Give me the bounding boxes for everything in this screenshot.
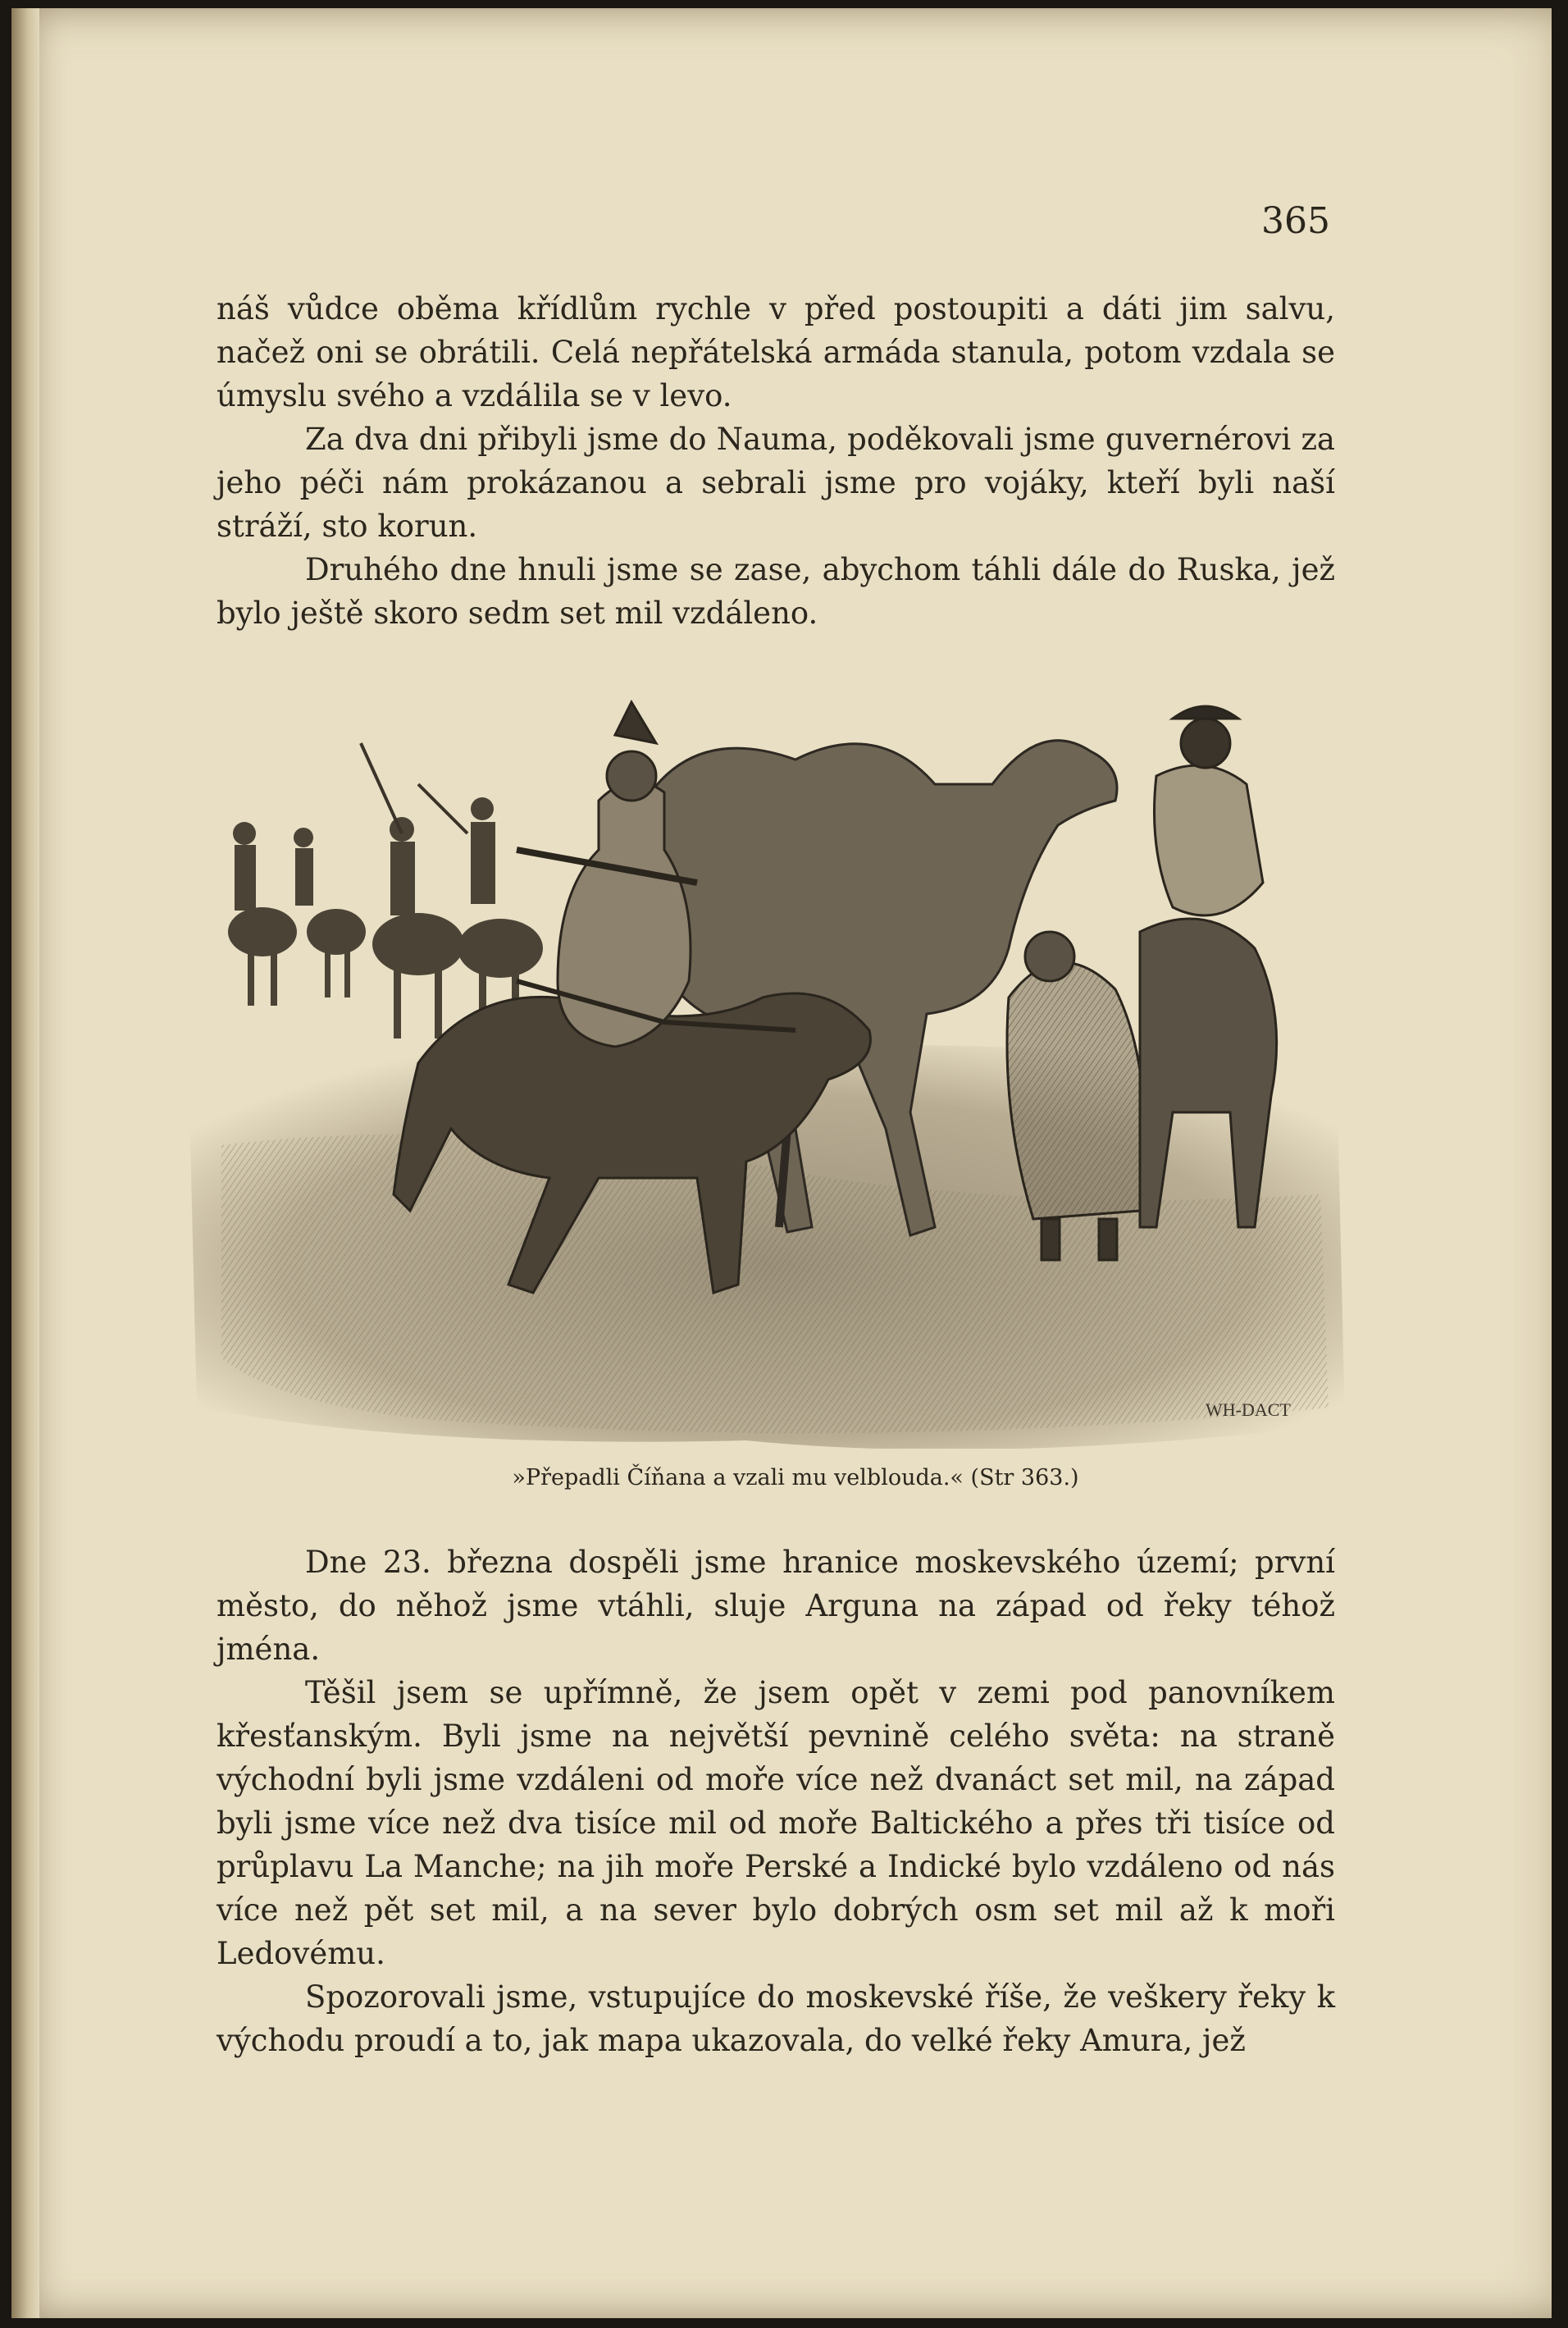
- paragraph: Za dva dni přibyli jsme do Nauma, poděkovali jsme guvernérovi za jeho péči nám prokázanou a sebrali jsme pro vojáky, kteří byli naší stráží, sto korun.: [217, 422, 1335, 544]
- illustration-caption: »Přepadli Číňana a vzali mu velblouda.« (Str 363.): [512, 1465, 1079, 1490]
- top-text-block: [217, 287, 1335, 635]
- book-spine-shadow: [11, 8, 39, 2318]
- bottom-text-block: [217, 1541, 1335, 2062]
- paragraph: Spozorovali jsme, vstupujíce do moskevské říše, že veškery řeky k východu proudí a to, jak mapa ukazovala, do velké řeky Amura, jež: [217, 1979, 1335, 2058]
- distant-riders: [228, 743, 543, 1038]
- paragraph: Dne 23. března dospěli jsme hranice moskevského území; první město, do něhož jsme vtáhli, sluje Arguna na západ od řeky téhož jména.: [217, 1545, 1335, 1667]
- paragraph: náš vůdce oběma křídlům rychle v před postoupiti a dáti jim salvu, načež oni se obrátili. Celá nepřátelská armáda stanula, potom vzdala se úmyslu svého a vzdálila se v levo.: [217, 291, 1335, 413]
- book-page: [11, 8, 1552, 2318]
- paragraph: Těšil jsem se upřímně, že jsem opět v zemi pod panovníkem křesťanským. Byli jsme na největší pevnině celého světa: na straně východní byli jsme vzdáleni od moře více než dvanáct set mil, na západ byli jsme více než dva tisíce mil od moře Baltického a přes tři tisíce od průplavu La Manche; na jih moře Perské a Indické bylo vzdáleno od nás více než pět set mil, a na sever bylo dobrých osm set mil až k moři Ledovému.: [217, 1675, 1335, 1971]
- engraving-riders-and-camel-icon: [172, 686, 1350, 1449]
- paragraph: Druhého dne hnuli jsme se zase, abychom táhli dále do Ruska, jež bylo ještě skoro sedm set mil vzdáleno.: [217, 552, 1335, 631]
- page-number: 365: [1261, 200, 1330, 242]
- illustrator-signature: WH-DACT: [1206, 1399, 1291, 1420]
